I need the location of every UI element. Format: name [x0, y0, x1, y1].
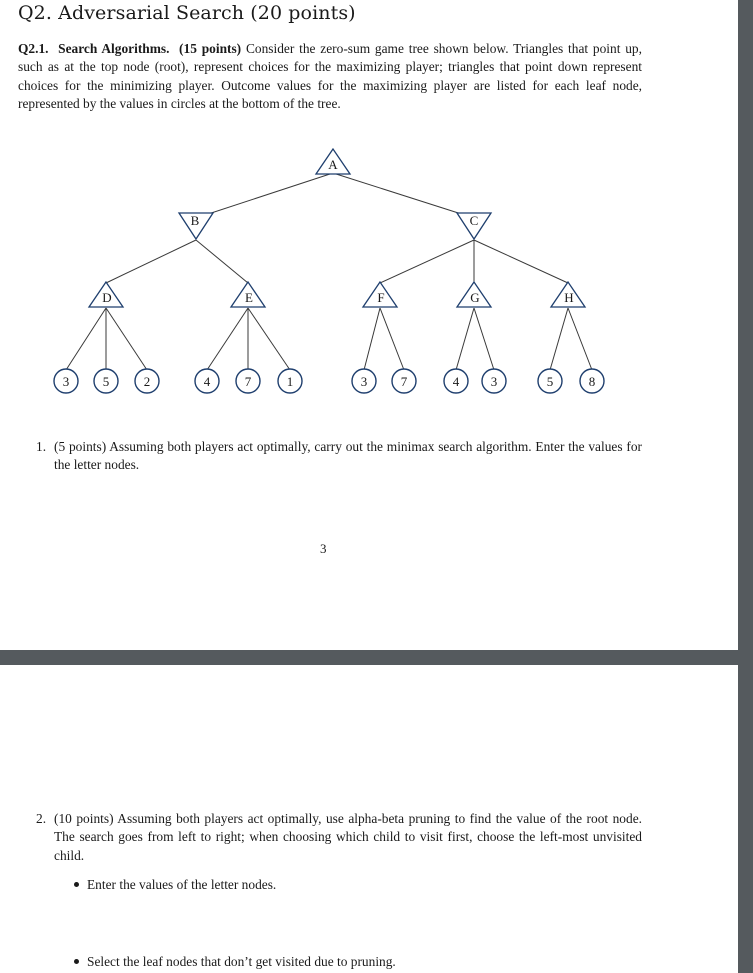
viewer-scroll-gutter — [738, 0, 753, 973]
question-1-text: (5 points) Assuming both players act optimally, carry out the minimax search algorithm. Enter the values for the letter nodes. — [54, 439, 642, 473]
bullet-icon — [74, 959, 79, 964]
leaf-3-value: 2 — [143, 374, 151, 389]
leaf-2-value: 5 — [102, 374, 110, 389]
leaf-4-value: 4 — [203, 374, 211, 389]
node-g-label: G — [470, 290, 480, 305]
intro-paragraph — [18, 40, 642, 113]
bullet-text: Select the leaf nodes that don’t get visited due to pruning. — [87, 954, 396, 969]
page-number: 3 — [320, 541, 327, 556]
leaf-5-value: 7 — [244, 374, 252, 389]
node-c-label: C — [469, 213, 479, 228]
tree-edges — [66, 173, 592, 370]
node-h-label: H — [564, 290, 574, 305]
question-1-number: 1. — [36, 439, 47, 454]
node-b-label: B — [190, 213, 200, 228]
page-separator — [0, 650, 753, 665]
intro-text: Consider the zero-sum game tree shown below. Triangles that point up, such as at the top node (root), represent choices for the maximizing player; triangles that point down represent choices for the minimizing player. Outcome values for the maximizing player are listed for each leaf node, represented by the values in circles at the bottom of the tree. — [18, 41, 642, 111]
bullet-item — [74, 877, 276, 893]
leaf-8-value: 7 — [400, 374, 408, 389]
leaf-12-value: 8 — [588, 374, 596, 389]
question-2-number: 2. — [36, 811, 47, 826]
node-a-label: A — [328, 157, 338, 172]
section-title: Q2. Adversarial Search (20 points) — [18, 2, 356, 24]
question-1 — [36, 438, 642, 475]
leaf-1-value: 3 — [62, 374, 70, 389]
question-name: Search Algorithms. — [58, 41, 170, 56]
leaf-11-value: 5 — [546, 374, 554, 389]
page-4 — [0, 665, 738, 973]
bullet-icon — [74, 882, 79, 887]
leaf-9-value: 4 — [452, 374, 460, 389]
bullet-item — [74, 954, 396, 970]
question-label: Q2.1. — [18, 41, 49, 56]
question-points: (15 points) — [179, 41, 242, 56]
node-f-label: F — [377, 290, 385, 305]
question-2-text: (10 points) Assuming both players act optimally, use alpha-beta pruning to find the value of the root node. The search goes from left to right; when choosing which child to visit first, choose the left-most unvisited child. — [54, 811, 642, 863]
leaf-10-value: 3 — [490, 374, 498, 389]
leaf-7-value: 3 — [360, 374, 368, 389]
game-tree-diagram — [0, 140, 660, 400]
node-e-label: E — [245, 290, 253, 305]
node-d-label: D — [102, 290, 112, 305]
leaf-6-value: 1 — [286, 374, 294, 389]
bullet-text: Enter the values of the letter nodes. — [87, 877, 277, 892]
question-2 — [36, 810, 642, 865]
